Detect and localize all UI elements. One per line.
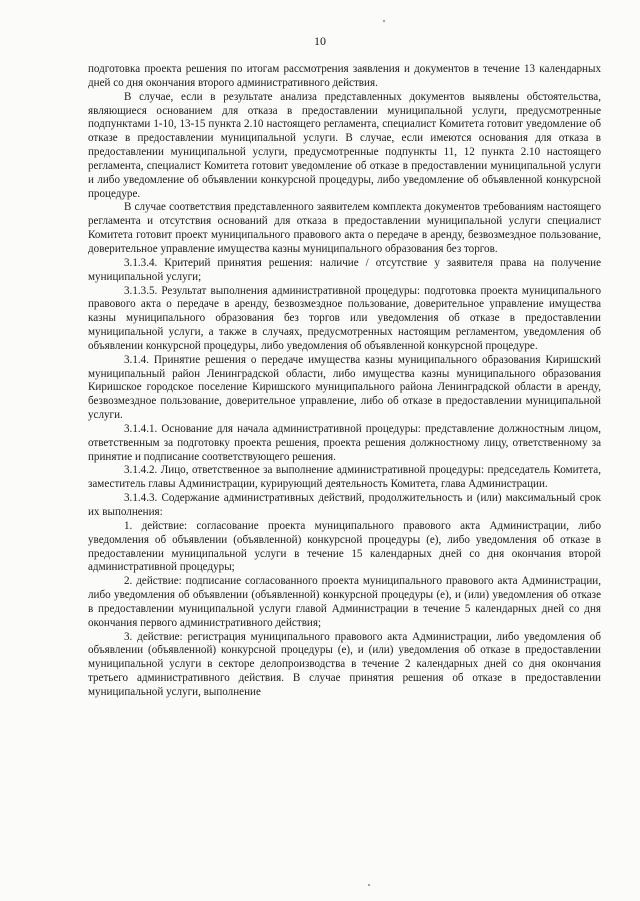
paragraph: 3. действие: регистрация муниципального правового акта Администрации, либо уведомления об объявлении (объявленной) конкурсной процедуры (е), и (или) уведомления об отказе в предоставлении муниципальной услуги в секторе делопроизводства в течение 2 календарных дней со дня окончания третьего административного действия. В случае принятия решения об отказе в предоставлении муниципальной услуги, выполнение [88, 630, 601, 698]
paragraph: В случае соответствия представленного заявителем комплекта документов требованиям настоящего регламента и отсутствия оснований для отказа в предоставлении муниципальной услуги специалист Комитета готовит проект муниципального правового акта о передаче в аренду, безвозмездное пользование, доверительное управление имущества казны муниципального образования без торгов. [88, 201, 601, 255]
paragraph: 3.1.4.3. Содержание административных действий, продолжительность и (или) максимальный срок их выполнения: [88, 492, 601, 518]
paragraph: В случае, если в результате анализа представленных документов выявлены обстоятельства, являющиеся основанием для отказа в предоставлении муниципальной услуги, предусмотренные подпунктами 1-10, 13-15 пункта 2.10 настоящего регламента, специалист Комитета готовит уведомление об отказе в предоставлении муниципальной услуги. В случае, если имеются основания для отказа в предоставлении муниципальной услуги, предусмотренные подпункты 11, 12 пункта 2.10 настоящего регламента, специалист Комитета готовит уведомление об отказе в предоставлении муниципальной услуги и либо уведомление об объявлении конкурсной процедуры, либо уведомление об объявленной конкурсной процедуре. [88, 90, 601, 200]
paragraph: 2. действие: подписание согласованного проекта муниципального правового акта Администрации, либо уведомления об объявлении (объявленной) конкурсной процедуры (е), и (или) уведомления об отказе в предоставлении муниципальной услуги главой Администрации в течение 5 календарных дней со дня окончания первого административного действия; [88, 575, 601, 629]
paragraph: 3.1.4.2. Лицо, ответственное за выполнение административной процедуры: председатель Комитета, заместитель главы Администрации, курирующий деятельность Комитета, глава Администрации. [88, 464, 601, 491]
page-number: 10 [314, 34, 326, 48]
scan-speck [368, 884, 370, 886]
paragraph: 3.1.3.4. Критерий принятия решения: наличие / отсутствие у заявителя права на получение муниципальной услуги; [88, 256, 601, 283]
paragraph: подготовка проекта решения по итогам рассмотрения заявления и документов в течение 13 календарных дней со дня окончания второго административного действия. [88, 63, 601, 89]
paragraph: 3.1.4.1. Основание для начала административной процедуры: представление должностным лицом, ответственным за подготовку проекта решения, проекта решения должностному лицу, ответственному за принятие и подписание соответствующего решения. [88, 422, 601, 463]
paragraph: 3.1.3.5. Результат выполнения административной процедуры: подготовка проекта муниципального правового акта о передаче в аренду, безвозмездное пользование, доверительное управление имущества казны муниципального образования без торгов или уведомления об отказе в предоставлении муниципальной услуги, а также в случаях, предусмотренных настоящим регламентом, уведомления об объявлении конкурсной процедуры, либо уведомления об объявленной конкурсной процедуре. [88, 284, 601, 352]
paragraph: 3.1.4. Принятие решения о передаче имущества казны муниципального образования Киришский муниципальный район Ленинградской области, либо имущества казны муниципального образования Киришское городское поселение Киришского муниципального района Ленинградской области в аренду, безвозмездное пользование, доверительное управление, либо об отказе в предоставлении муниципальной услуги. [88, 353, 601, 422]
document-body [88, 63, 601, 700]
paragraph: 1. действие: согласование проекта муниципального правового акта Администрации, либо уведомления об объявлении (объявленной) конкурсной процедуры (е), либо уведомления об отказе в предоставлении муниципальной услуги в течение 15 календарных дней со дня окончания второй административной процедуры; [88, 519, 601, 574]
scan-speck [383, 20, 385, 22]
